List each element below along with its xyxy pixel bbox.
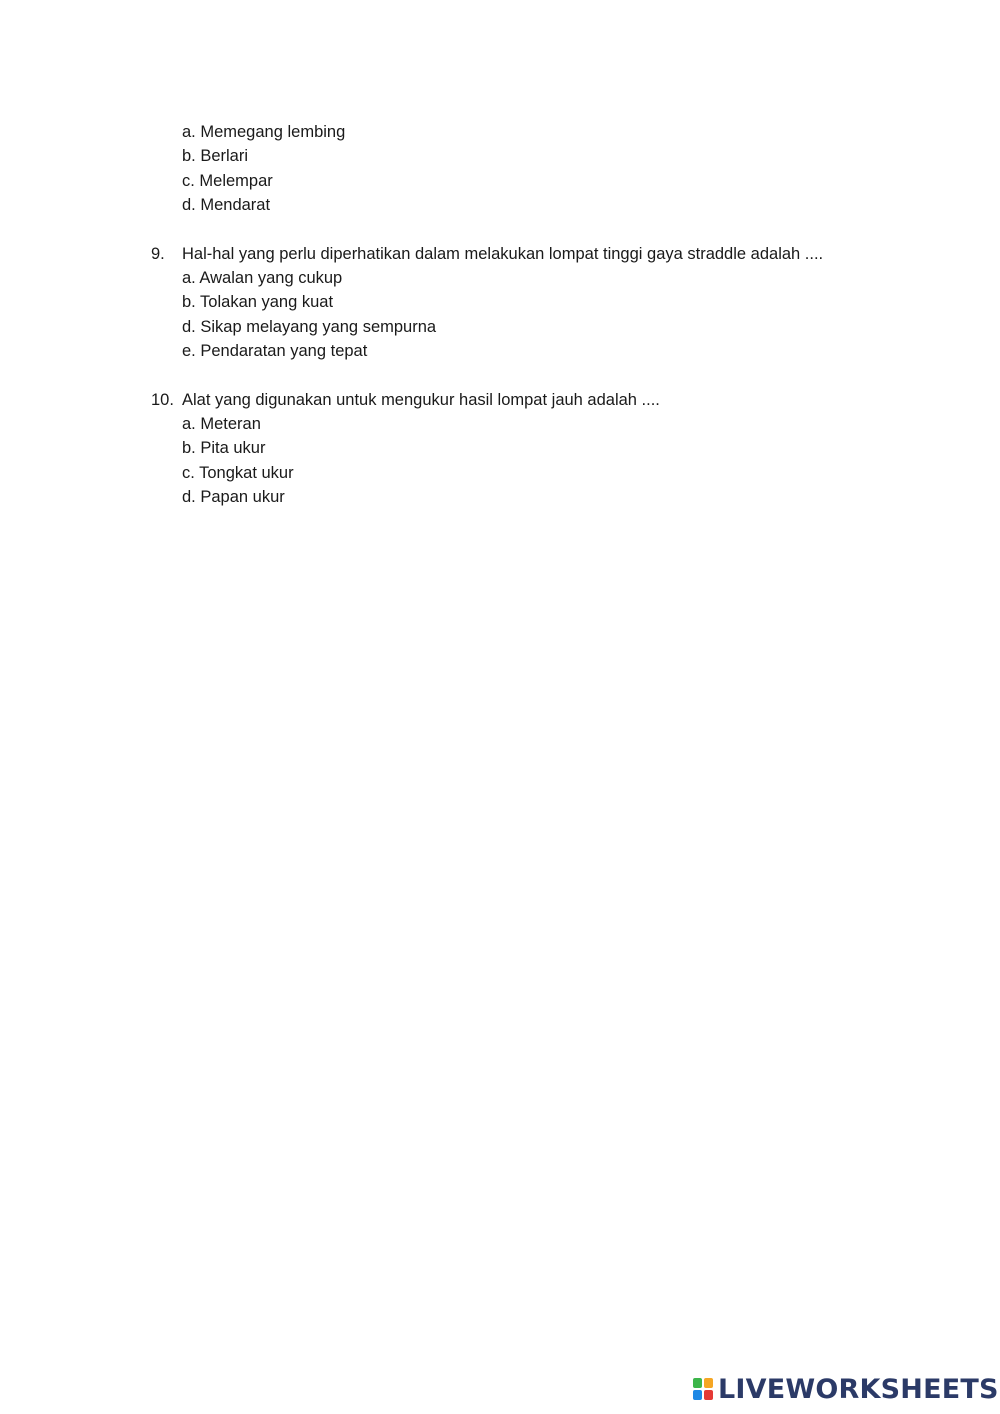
question-8-option-b[interactable]: b. Berlari bbox=[182, 147, 249, 166]
question-9-option-e[interactable]: e. Pendaratan yang tepat bbox=[182, 342, 368, 361]
question-10-option-d[interactable]: d. Papan ukur bbox=[182, 488, 285, 507]
liveworksheets-logo-icon bbox=[693, 1378, 715, 1402]
question-9-options bbox=[182, 266, 436, 364]
question-9-option-a[interactable]: a. Awalan yang cukup bbox=[182, 269, 343, 287]
question-9-option-b[interactable]: b. Tolakan yang kuat bbox=[182, 293, 334, 312]
question-8-option-d[interactable]: d. Mendarat bbox=[182, 196, 271, 215]
question-9-text: Hal-hal yang perlu diperhatikan dalam melakukan lompat tinggi gaya straddle adalah .... bbox=[182, 245, 824, 263]
question-10-options bbox=[182, 412, 294, 510]
logo-square-green bbox=[693, 1378, 702, 1388]
question-10-option-b[interactable]: b. Pita ukur bbox=[182, 439, 266, 458]
question-10-number: 10. bbox=[151, 391, 174, 409]
question-10-text: Alat yang digunakan untuk mengukur hasil lompat jauh adalah .... bbox=[182, 391, 660, 409]
logo-square-blue bbox=[693, 1390, 702, 1400]
liveworksheets-logo bbox=[693, 1375, 999, 1405]
question-10-option-c[interactable]: c. Tongkat ukur bbox=[182, 463, 294, 482]
logo-square-orange bbox=[704, 1378, 713, 1388]
question-8-option-c[interactable]: c. Melempar bbox=[182, 171, 273, 190]
question-8-option-a[interactable]: a. Memegang lembing bbox=[182, 123, 346, 141]
question-9-number: 9. bbox=[151, 245, 165, 263]
question-10-option-a[interactable]: a. Meteran bbox=[182, 415, 261, 433]
logo-square-red bbox=[704, 1390, 713, 1400]
question-9-option-d[interactable]: d. Sikap melayang yang sempurna bbox=[182, 317, 437, 336]
liveworksheets-wordmark: LIVEWORKSHEETS bbox=[718, 1374, 999, 1405]
question-8-options bbox=[182, 120, 345, 218]
